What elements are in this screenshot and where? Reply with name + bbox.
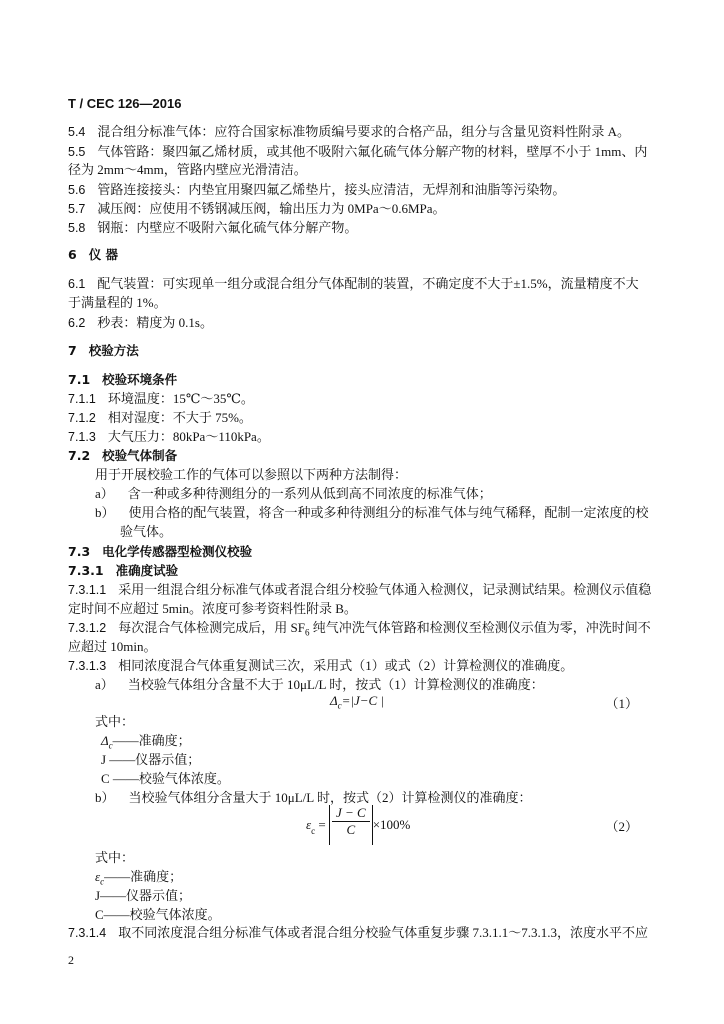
clause-number: 7.2 <box>68 448 91 463</box>
clause-7-3 <box>68 542 640 561</box>
clause-number: 7.1.1 <box>68 392 96 406</box>
eq-equals: = <box>315 817 329 832</box>
where-label: 式中： <box>95 714 135 729</box>
eq-denominator: C <box>346 822 356 837</box>
clause-number: 7.3 <box>68 544 91 559</box>
clause-7-2-intro: 用于开展校验工作的气体可以参照以下两种方法制得： <box>95 467 408 482</box>
section-number: 7 <box>68 343 77 358</box>
clause-5-8 <box>68 218 640 238</box>
clause-number: 7.3.1.4 <box>68 926 107 940</box>
eq-symbol: Δ <box>330 693 338 708</box>
clause-text: 减压阀：应使用不锈钢减压阀，输出压力为 0MPa～0.6MPa。 <box>97 201 446 216</box>
clause-7-1-1 <box>68 389 640 409</box>
clause-text: 取不同浓度混合组分标准气体或者混合组分校验气体重复步骤 7.3.1.1～7.3.1.3，浓度水平不应 <box>118 925 648 940</box>
clause-7-3-1-4 <box>68 923 648 943</box>
eq-numerator: J − C <box>332 805 370 822</box>
equation-1 <box>330 693 384 711</box>
list-item-b-cont: 验气体。 <box>120 524 173 539</box>
var-desc: ——准确度； <box>104 869 183 884</box>
equation-2 <box>306 805 410 845</box>
clause-number: 5.8 <box>68 221 86 235</box>
equation-number: （2） <box>605 819 638 834</box>
clause-text: 混合组分标准气体：应符合国家标准物质编号要求的合格产品，组分与含量见资料性附录 A。 <box>97 124 631 139</box>
clause-7-1-2 <box>68 408 640 428</box>
clause-6-2 <box>68 313 640 333</box>
clause-text: 采用一组混合组分标准气体或者混合组分校验气体通入检测仪，记录测试结果。检测仪示值稳 <box>118 582 652 597</box>
var-subscript: c <box>100 876 105 887</box>
clause-7-1-3 <box>68 427 640 447</box>
clause-7-1 <box>68 370 640 389</box>
clause-title: 电化学传感器型检测仪校验 <box>102 544 253 559</box>
clause-number: 7.3.1.3 <box>68 659 107 673</box>
eq-symbol: ε <box>306 817 312 832</box>
list-text: 当校验气体组分含量大于 10μL/L 时，按式（2）计算检测仪的准确度： <box>128 790 532 805</box>
clause-text: 秒表：精度为 0.1s。 <box>97 315 213 330</box>
equation-number: （1） <box>605 696 638 711</box>
section-title: 校验方法 <box>88 343 139 358</box>
clause-text: 相对湿度：不大于 75%。 <box>107 410 252 425</box>
clause-5-6 <box>68 180 640 200</box>
list-text: 含一种或多种待测组分的一系列从低到高不同浓度的标准气体； <box>127 486 492 501</box>
eq-absolute <box>329 805 373 845</box>
clause-5-5 <box>68 142 648 162</box>
clause-title: 校验气体制备 <box>102 448 178 463</box>
section-number: 6 <box>68 247 77 262</box>
eq-subscript: c <box>311 825 316 836</box>
clause-text: 管路连接接头：内垫宜用聚四氟乙烯垫片，接头应清洁，无焊剂和油脂等污染物。 <box>97 182 566 197</box>
list-label: b） <box>95 505 115 520</box>
eq-subscript: c <box>337 700 342 711</box>
clause-number: 7.3.1.1 <box>68 583 107 597</box>
clause-text-cont: 纯气冲洗气体管路和检测仪至检测仪示值为零，冲洗时间不 <box>309 620 651 635</box>
clause-6-1 <box>68 274 640 294</box>
var-symbol: Δ <box>101 733 109 748</box>
var-desc: ——准确度； <box>112 733 191 748</box>
clause-number: 5.7 <box>68 202 86 216</box>
clause-number: 5.5 <box>68 145 86 159</box>
clause-6-1-cont: 于满量程的 1%。 <box>68 295 167 310</box>
clause-text: 相同浓度混合气体重复测试三次，采用式（1）或式（2）计算检测仪的准确度。 <box>118 658 574 673</box>
where-item: J ——仪器示值； <box>101 752 201 767</box>
var-subscript: c <box>108 740 113 751</box>
clause-number: 7.1 <box>68 372 91 387</box>
clause-text: 每次混合气体检测完成后，用 SF <box>118 620 305 635</box>
clause-title: 准确度试验 <box>115 563 179 578</box>
list-item-b <box>95 503 649 522</box>
list-text: 使用合格的配气装置，将含一种或多种待测组分的标准气体与纯气稀释，配制一定浓度的校 <box>128 505 649 520</box>
list-text: 当校验气体组分含量不大于 10μL/L 时，按式（1）计算检测仪的准确度： <box>127 677 544 692</box>
clause-title: 校验环境条件 <box>102 372 178 387</box>
clause-number: 7.3.1 <box>68 563 104 578</box>
clause-number: 7.3.1.2 <box>68 621 107 635</box>
clause-text: 钢瓶：内壁应不吸附六氟化硫气体分解产物。 <box>97 220 358 235</box>
list-label: b） <box>95 790 115 805</box>
standard-header: T / CEC 126—2016 <box>68 96 182 111</box>
clause-number: 5.6 <box>68 183 86 197</box>
var-symbol: ε <box>95 869 101 884</box>
eq-fraction <box>332 805 370 838</box>
subscript: 6 <box>304 627 310 638</box>
clause-number: 7.1.3 <box>68 430 96 444</box>
clause-5-4 <box>68 122 640 142</box>
clause-text: 气体管路：聚四氟乙烯材质，或其他不吸附六氟化硫气体分解产物的材料，壁厚不小于 1mm、内 <box>97 144 648 159</box>
eq-body: =|J−C | <box>341 693 385 708</box>
section-title: 仪 器 <box>88 247 119 262</box>
list-label: a） <box>95 486 114 501</box>
clause-number: 7.1.2 <box>68 411 96 425</box>
list-item-a <box>95 675 640 694</box>
eq-tail: ×100% <box>372 817 411 832</box>
clause-7-2 <box>68 446 640 465</box>
list-label: a） <box>95 677 114 692</box>
clause-7-3-1 <box>68 561 640 580</box>
clause-5-5-cont: 径为 2mm～4mm，管路内壁应光滑清洁。 <box>68 162 307 177</box>
clause-7-3-1-3 <box>68 656 640 676</box>
clause-text: 环境温度：15℃～35℃。 <box>107 391 254 406</box>
clause-text: 大气压力：80kPa～110kPa。 <box>107 429 270 444</box>
section-6-heading <box>68 245 640 264</box>
section-7-heading <box>68 341 640 360</box>
clause-7-3-1-1 <box>68 580 652 600</box>
clause-number: 6.2 <box>68 316 86 330</box>
clause-5-7 <box>68 199 640 219</box>
clause-7-3-1-1-cont: 定时间不应超过 5min。浓度可参考资料性附录 B。 <box>68 601 357 616</box>
list-item-a <box>95 484 640 503</box>
where-item: C ——校验气体浓度。 <box>101 771 230 786</box>
where-item: C——校验气体浓度。 <box>95 907 221 922</box>
page-number: 2 <box>68 953 74 967</box>
where-item: J——仪器示值； <box>95 888 192 903</box>
clause-number: 5.4 <box>68 125 86 139</box>
clause-text: 配气装置：可实现单一组分或混合组分气体配制的装置，不确定度不大于±1.5%，流量精度不大 <box>97 276 639 291</box>
where-label: 式中： <box>95 850 135 865</box>
clause-7-3-1-2-cont: 应超过 10min。 <box>68 639 157 654</box>
clause-number: 6.1 <box>68 277 86 291</box>
